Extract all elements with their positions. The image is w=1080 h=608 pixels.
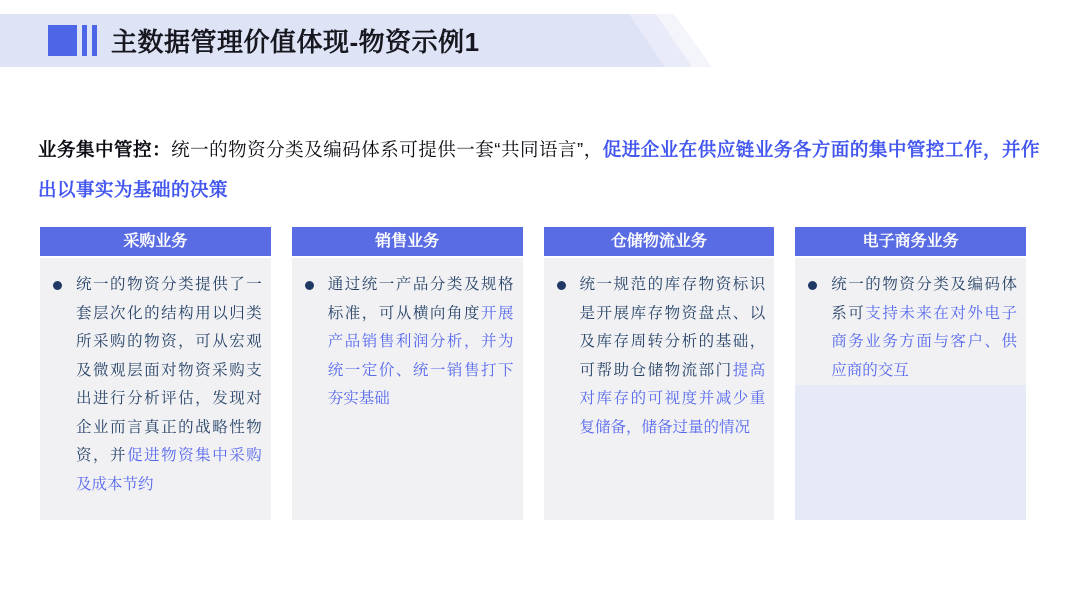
cards-row [40,227,1026,520]
card-header: 电子商务业务 [795,227,1026,256]
slide-title: 主数据管理价值体现-物资示例1 [111,27,480,57]
intro-segment: 业务集中管控： [38,138,172,160]
business-card [40,227,271,520]
intro-segment: 促进企业在供应链业务各方面的集中管控工作，并作出以事实为基础的决策 [38,138,1040,200]
card-header: 仓储物流业务 [544,227,775,256]
card-footer-fill [544,442,775,520]
card-text-block [76,271,262,499]
intro-segment: 统一的物资分类及编码体系可提供一套“共同语言”， [171,138,603,160]
card-bullet-item [544,258,775,442]
card-text-block [580,271,766,442]
card-body [40,258,271,520]
card-text-segment: 支持未来在对外电子商务业务方面与客户、供应商的交互 [831,304,1017,379]
title-marker-bar-icon [82,25,87,56]
card-bullet-item [40,258,271,499]
bullet-icon [305,281,314,290]
title-marker-bar-icon [92,25,97,56]
business-card [795,227,1026,520]
card-bullet-item [795,258,1026,385]
bullet-icon [808,281,817,290]
card-bullet-item [292,258,523,414]
card-text-segment: 统一规范的库存物资标识是开展库存物资盘点、以及库存周转分析的基础，可帮助仓储物流部门 [579,276,766,379]
card-text-segment: 统一的物资分类提供了一套层次化的结构用以归类所采购的物资，可从宏观及微观层面对物资采购支出进行分析评估，发现对企业而言真正的战略性物资，并 [76,276,262,464]
card-text-segment: 促进物资集中采购及成本节约 [76,447,262,493]
card-body [795,258,1026,520]
intro-paragraph [38,130,1040,210]
card-header: 销售业务 [292,227,523,256]
card-text-segment: 开展产品销售利润分析，并为统一定价、统一销售打下夯实基础 [327,304,514,407]
card-footer-fill [795,385,1026,520]
card-text-segment: 通过统一产品分类及规格标准，可从横向角度 [327,276,514,322]
bullet-icon [53,281,62,290]
title-bar-content [48,14,480,67]
card-header: 采购业务 [40,227,271,256]
title-marker-square-icon [48,25,77,56]
card-text-segment: 统一的物资分类及编码体系可 [831,276,1017,322]
card-footer-fill [40,499,271,520]
title-bar [0,14,760,67]
card-body [544,258,775,520]
bullet-icon [557,281,566,290]
card-text-segment: 提高对库存的可视度并减少重复储备，储备过量的情况 [579,361,766,436]
card-text-block [831,271,1017,385]
card-body [292,258,523,520]
business-card [292,227,523,520]
card-footer-fill [292,414,523,521]
card-text-block [328,271,514,414]
business-card [544,227,775,520]
